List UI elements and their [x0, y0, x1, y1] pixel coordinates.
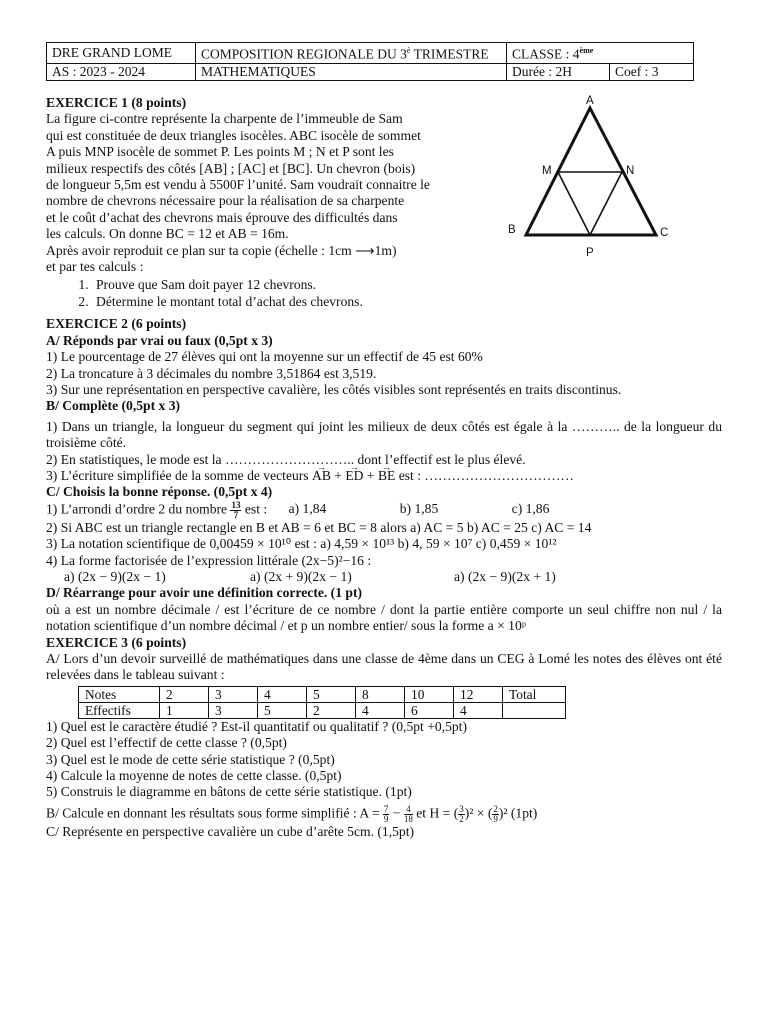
- ex2-c-title: C/ Choisis la bonne réponse. (0,5pt x 4): [46, 484, 273, 500]
- ex2-a-item: 2) La troncature à 3 décimales du nombre 3,51864 est 3,519.: [46, 365, 377, 381]
- school-cell: DRE GRAND LOME: [47, 43, 196, 64]
- label-m: M: [542, 165, 552, 177]
- ex1-questions: [46, 277, 722, 310]
- ex1-line: La figure ci-contre représente la charpente de l’immeuble de Sam: [46, 111, 403, 127]
- ex2-c-item-4: 4) La forme factorisée de l’expression littérale (2x−5)²−16 :: [46, 552, 372, 568]
- exam-cell: COMPOSITION REGIONALE DU $3^è$ TRIMESTRE: [196, 43, 507, 64]
- ex2-b-item: 2) En statistiques, le mode est la ……………………….. dont l’effectif est le plus élevé.: [46, 451, 526, 467]
- ex1-line: A puis MNP isocèle de sommet P. Les points M ; N et P sont les: [46, 144, 394, 160]
- ex1-line: nombre de chevrons nécessaire pour la réalisation de sa charpente: [46, 193, 405, 209]
- label-n: N: [626, 165, 635, 177]
- ex2-a-item: 3) Sur une représentation en perspective cavalière, les côtés visibles sont représentés en traits discontinus.: [46, 381, 622, 397]
- ex2-c-item-3: 3) La notation scientifique de 0,00459 × 10¹⁰ est : a) 4,59 × 10¹³ b) 4, 59 × 10⁷ c) 0,459 × 10¹²: [46, 536, 557, 552]
- year-cell: AS : 2023 - 2024: [47, 63, 196, 80]
- ex3-c: C/ Représente en perspective cavalière un cube d’arête 5cm. (1,5pt): [46, 823, 414, 839]
- ex1-line: Après avoir reproduit ce plan sur ta copie (échelle : 1cm ⟶1m): [46, 242, 397, 258]
- duration-cell: Durée : 2H: [507, 63, 610, 80]
- ex2-d-text: où a est un nombre décimale / est l’écriture de ce nombre / dont la partie entière comporte un seul chiffre non nul / la notation scientifique d’un nombre décimal / et p un nombre entier/ sous la forme a × 10ᵖ: [46, 601, 722, 634]
- ex1-line: qui est constituée de deux triangles isocèles. ABC isocèle de sommet: [46, 127, 421, 143]
- ex3-question: 4) Calcule la moyenne de notes de cette classe. (0,5pt): [46, 768, 342, 784]
- ex1-line: les calculs. On donne BC = 12 et AB = 16m.: [46, 226, 289, 242]
- ex3-intro: A/ Lors d’un devoir surveillé de mathématiques dans une classe de 4ème dans un CEG à Lomé les notes des élèves ont été relevées dans le tableau suivant :: [46, 651, 722, 683]
- ex2-c-item-2: 2) Si ABC est un triangle rectangle en B et AB = 6 et BC = 8 alors a) AC = 5 b) AC = 25 c) AC = 14: [46, 519, 592, 535]
- coef-cell: Coef : 3: [610, 63, 694, 80]
- ex2-title: EXERCICE 2 (6 points): [46, 316, 187, 332]
- table-row: Effectifs 1 3 5 2 4 6 4: [79, 702, 566, 718]
- ex1-line: et le coût d’achat des chevrons mais éprouve des difficultés dans: [46, 209, 398, 225]
- ex1-title: EXERCICE 1 (8 points): [46, 95, 187, 110]
- ex2-b-item-3: 3) L’écriture simplifiée de la somme de vecteurs → AB + → ED + → BE est : ……………………………: [46, 468, 722, 484]
- exam-body: [46, 95, 722, 840]
- ex3-question: 1) Quel est le caractère étudié ? Est-il quantitatif ou qualitatif ? (0,5pt +0,5pt): [46, 718, 467, 734]
- label-c: C: [660, 227, 669, 239]
- fraction-13-7: $\frac{13}{7}$: [231, 499, 241, 520]
- label-b: B: [508, 224, 516, 236]
- subject-cell: MATHEMATIQUES: [196, 63, 507, 80]
- ex3-question: 2) Quel est l’effectif de cette classe ? (0,5pt): [46, 735, 287, 751]
- table-row: Notes 2 3 4 5 8 10 12 Total: [79, 686, 566, 702]
- ex2-c-item-4-options: a) (2x − 9)(2x − 1) a) (2x + 9)(2x − 1) a) (2x − 9)(2x + 1): [64, 568, 556, 584]
- notes-table: [78, 686, 566, 719]
- ex2-b-item: 1) Dans un triangle, la longueur du segment qui joint les milieux de deux côtés est égale à la ……….. de la longueur du troisième côté.: [46, 418, 722, 451]
- ex3-question: 5) Construis le diagramme en bâtons de cette série statistique. (1pt): [46, 784, 412, 800]
- ex1-line: milieux respectifs des côtés [AB] ; [AC] et [BC]. Un chevron (bois): [46, 160, 416, 176]
- label-a: A: [586, 95, 594, 107]
- ex3-title: EXERCICE 3 (6 points): [46, 634, 187, 650]
- ex1-line: de longueur 5,5m est vendu à 5500F l’unité. Sam voudrait connaitre le: [46, 177, 430, 193]
- label-p: P: [586, 247, 594, 259]
- ex3-question: 3) Quel est le mode de cette série statistique ? (0,5pt): [46, 751, 335, 767]
- ex2-a-title: A/ Réponds par vrai ou faux (0,5pt x 3): [46, 332, 273, 348]
- ex1-question: 2. Détermine le montant total d’achat des chevrons.: [92, 294, 722, 310]
- ex2-c-item-1: 1) L’arrondi d’ordre 2 du nombre $\frac{13}{7}$ est : a) 1,84 b) 1,85 c) 1,86: [46, 499, 550, 520]
- class-cell: CLASSE : 4ème: [507, 43, 694, 64]
- exercise-1: [46, 95, 501, 275]
- ex2-a-item: 1) Le pourcentage de 27 élèves qui ont la moyenne sur un effectif de 45 est 60%: [46, 349, 483, 365]
- ex3-b: B/ Calcule en donnant les résultats sous forme simplifié : A = $\frac{7}{9}$ − $\frac{4}{18}$ et H = ( $\frac{3}{2}$ )² × ( $\frac{2}{9}$ )² (1pt): [46, 803, 538, 824]
- header-table: [46, 42, 694, 81]
- ex1-question: 1. Prouve que Sam doit payer 12 chevrons.: [92, 277, 722, 293]
- ex2-b-title: B/ Complète (0,5pt x 3): [46, 398, 181, 414]
- ex2-d-title: D/ Réarrange pour avoir une définition correcte. (1 pt): [46, 585, 363, 601]
- ex1-line: et par tes calculs :: [46, 259, 144, 275]
- exercise-2: [46, 316, 722, 634]
- exercise-3: [46, 635, 722, 841]
